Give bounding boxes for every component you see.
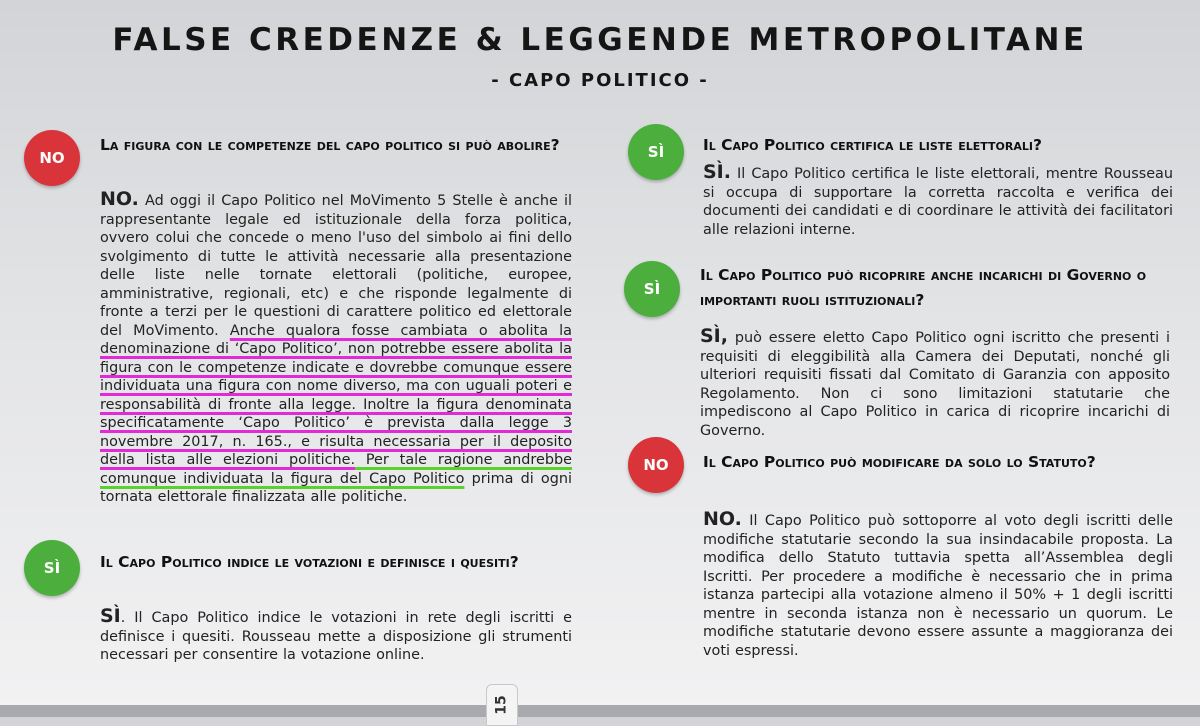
no-badge-q1: NO: [24, 130, 80, 186]
si-badge-q3: SÌ: [628, 124, 684, 180]
si-badge-q2: SÌ: [24, 540, 80, 596]
answer-text-q2: . Il Capo Politico indice le votazioni in rete degli iscritti e definisce i quesiti. Rousseau mette a disposizione gli strumenti necessari per consentire la votazione online.: [100, 610, 572, 663]
question-q2: Il Capo Politico indice le votazioni e definisce i quesiti?: [100, 553, 519, 571]
answer-q3: [703, 163, 1173, 239]
si-badge-q4: SÌ: [624, 261, 680, 317]
highlight-magenta-q1: Anche qualora fosse cambiata o abolita la denominazione di ‘Capo Politico’, non potrebbe essere abolita la figura con le competenze indicate e dovrebbe comunque essere individuata una figura con nome diverso, ma con uguali poteri e responsabilità di fronte alla legge. Inoltre la figura denominata specificatamente ‘Capo Politico’ è prevista dalla legge 3 novembre 2017, n. 165., e risulta necessaria per il deposito della lista alle elezioni politiche.: [100, 322, 572, 468]
answer-q2: [100, 607, 572, 665]
page-number: 15: [493, 695, 510, 715]
answer-text-q3: Il Capo Politico certifica le liste elettorali, mentre Rousseau si occupa di supportare la corretta raccolta e verifica dei documenti dei candidati e di coordinare le attività dei facilitatori alle relazioni interne.: [703, 166, 1173, 238]
page-number-tab: [486, 684, 518, 726]
question-q3: Il Capo Politico certifica le liste elettorali?: [703, 136, 1042, 154]
answer-q5: [703, 510, 1173, 660]
answer-q4: [700, 327, 1170, 440]
question-q1: La figura con le competenze del capo politico si può abolire?: [100, 136, 560, 154]
question-q4: Il Capo Politico può ricoprire anche incarichi di Governo o importanti ruoli istituzionali?: [700, 266, 1147, 309]
highlight-green-q1: Per tale ragione andrebbe comunque individuata la figura del Capo Politico: [100, 452, 572, 487]
answer-lead-q2: SÌ: [100, 605, 121, 627]
answer-text-end-q1: prima di ogni tornata elettorale finalizzata alle politiche.: [100, 470, 572, 505]
answer-lead-q3: SÌ.: [703, 161, 731, 183]
bottom-bar: [0, 705, 1200, 717]
answer-lead-q1: NO.: [100, 188, 139, 210]
page-subtitle: - CAPO POLITICO -: [491, 70, 709, 91]
answer-text-q1: Ad oggi il Capo Politico nel MoVimento 5 Stelle è anche il rappresentante legale ed istituzionale della forza politica, ovvero colui che concede o meno l'uso del simbolo ai fini dello svolgimento di tutte le attività necessarie alla presentazione delle liste nelle tornate elettorali (politiche, europee, amministrative, regionali, etc) e che risponde legalmente di fronte a terzi per le questioni di carattere politico ed elettorale del MoVimento.: [100, 193, 572, 339]
answer-q1: [100, 190, 572, 507]
page-title: FALSE CREDENZE & LEGGENDE METROPOLITANE: [112, 22, 1088, 58]
answer-text-q4: può essere eletto Capo Politico ogni iscritto che presenti i requisiti di eleggibilità alla Camera dei Deputati, nonché gli ulteriori requisiti fissati dal Comitato di Garanzia con apposito Regolamento. Non ci sono limitazioni statutarie che impediscono al Capo Politico in carica di ricoprire incarichi di Governo.: [700, 330, 1170, 439]
question-q5: Il Capo Politico può modificare da solo lo Statuto?: [703, 453, 1096, 471]
no-badge-q5: NO: [628, 437, 684, 493]
answer-lead-q4: SÌ,: [700, 325, 728, 347]
answer-text-q5: Il Capo Politico può sottoporre al voto degli iscritti delle modifiche statutarie secondo la sua insindacabile proposta. La modifica dello Statuto tuttavia spetta all’Assemblea degli Iscritti. Per procedere a modifiche è necessario che in prima istanza partecipi alla votazione almeno il 50% + 1 degli iscritti mentre in seconda istanza non è necessario un quorum. Le modifiche statutarie devono essere assunte a maggioranza dei voti espressi.: [703, 513, 1173, 659]
answer-lead-q5: NO.: [703, 508, 742, 530]
